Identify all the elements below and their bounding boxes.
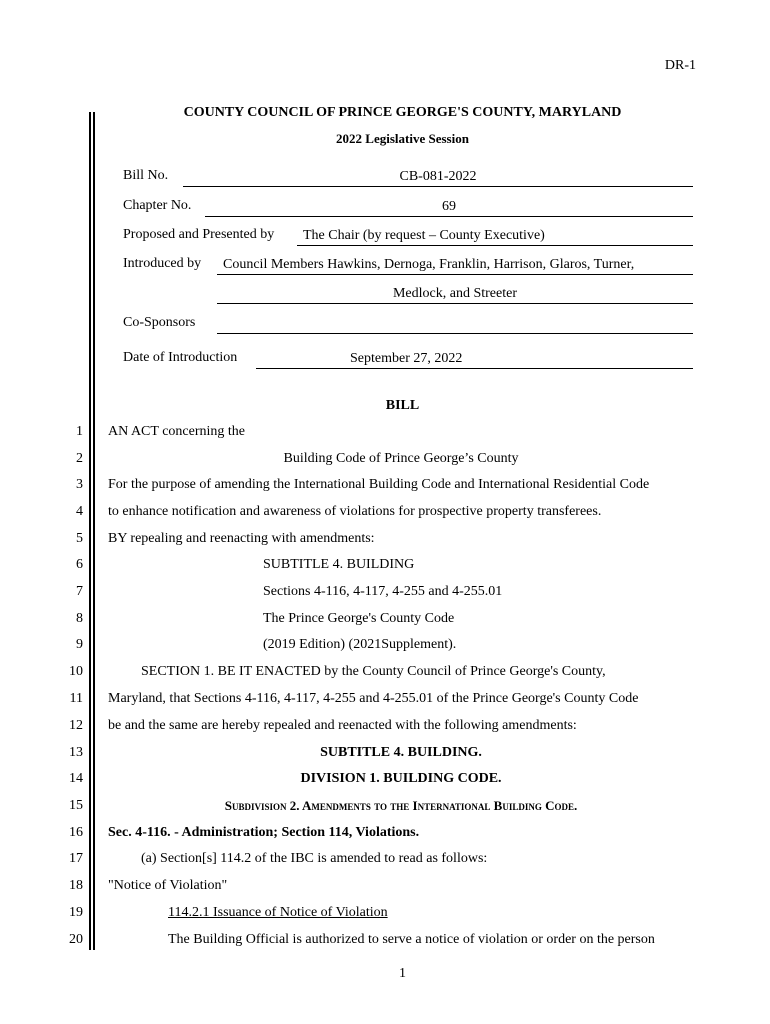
bill-text-line: BY repealing and reenacting with amendments: — [108, 531, 375, 546]
line-number: 13 — [69, 745, 83, 760]
bill-text-line: Sections 4-116, 4-117, 4-255 and 4-255.01 — [263, 584, 503, 599]
date-of-introduction-value — [256, 350, 693, 369]
line-number: 3 — [76, 477, 83, 492]
document-id: DR-1 — [664, 58, 696, 73]
introduced-by-text: Council Members Hawkins, Dernoga, Franklin, Harrison, Glaros, Turner, — [223, 257, 635, 272]
line-number: 19 — [69, 905, 83, 920]
chapter-no-value: 69 — [205, 198, 693, 217]
chapter-no-label: Chapter No. — [123, 198, 192, 213]
legislative-session: 2022 Legislative Session — [336, 131, 469, 146]
bill-text-line: The Prince George's County Code — [263, 611, 455, 626]
line-number: 2 — [76, 451, 83, 466]
cosponsors-value — [217, 315, 693, 334]
line-number: 1 — [76, 424, 83, 439]
bill-no-label: Bill No. — [123, 168, 169, 183]
line-number: 20 — [69, 932, 83, 947]
margin-rule-right — [93, 112, 95, 950]
line-number: 4 — [76, 504, 83, 519]
proposed-by-value — [297, 227, 693, 246]
division-heading: DIVISION 1. BUILDING CODE. — [300, 771, 502, 786]
line-number: 17 — [69, 851, 83, 866]
line-number: 7 — [76, 584, 83, 599]
section-heading: Sec. 4-116. - Administration; Section 114, Violations. — [108, 825, 420, 840]
date-of-introduction-label: Date of Introduction — [123, 350, 238, 365]
subtitle-heading: SUBTITLE 4. BUILDING. — [320, 745, 482, 760]
introduced-by-value-line2: Medlock, and Streeter — [217, 285, 693, 304]
bill-text-line: "Notice of Violation" — [108, 878, 228, 893]
line-number: 18 — [69, 878, 83, 893]
council-title: COUNTY COUNCIL OF PRINCE GEORGE'S COUNTY, MARYLAND — [183, 105, 622, 120]
bill-text-line: (2019 Edition) (2021Supplement). — [263, 637, 457, 652]
line-number: 5 — [76, 531, 83, 546]
bill-heading: BILL — [385, 398, 420, 413]
bill-text-line: SECTION 1. BE IT ENACTED by the County Council of Prince George's County, — [141, 664, 606, 679]
line-number: 8 — [76, 611, 83, 626]
line-number: 14 — [69, 771, 83, 786]
line-number: 10 — [69, 664, 83, 679]
bill-text-line: Building Code of Prince George’s County — [283, 451, 519, 466]
page-number: 1 — [399, 966, 406, 981]
bill-text-line: be and the same are hereby repealed and reenacted with the following amendments: — [108, 718, 577, 733]
line-number: 6 — [76, 557, 83, 572]
proposed-by-label: Proposed and Presented by — [123, 227, 275, 242]
cosponsors-label: Co-Sponsors — [123, 315, 196, 330]
bill-text-line: to enhance notification and awareness of violations for prospective property transferees. — [108, 504, 602, 519]
bill-text-line: Maryland, that Sections 4-116, 4-117, 4-255 and 4-255.01 of the Prince George's County Code — [108, 691, 639, 706]
proposed-by-text: The Chair (by request – County Executive) — [303, 228, 545, 243]
inserted-text-line: 114.2.1 Issuance of Notice of Violation — [168, 905, 388, 920]
line-number: 9 — [76, 637, 83, 652]
date-text: September 27, 2022 — [350, 351, 463, 366]
bill-text-line: (a) Section[s] 114.2 of the IBC is amended to read as follows: — [141, 851, 488, 866]
bill-text-line: AN ACT concerning the — [108, 424, 245, 439]
bill-text-line: The Building Official is authorized to serve a notice of violation or order on the person — [168, 932, 655, 947]
margin-rule-left — [89, 112, 91, 950]
bill-text-line: SUBTITLE 4. BUILDING — [263, 557, 415, 572]
line-number: 16 — [69, 825, 83, 840]
line-number: 15 — [69, 798, 83, 813]
bill-text-line: For the purpose of amending the International Building Code and International Residential Code — [108, 477, 650, 492]
line-number: 12 — [69, 718, 83, 733]
subdivision-heading: Subdivision 2. Amendments to the International Building Code. — [224, 798, 578, 813]
introduced-by-value — [217, 256, 693, 275]
bill-no-value: CB-081-2022 — [183, 168, 693, 187]
line-number: 11 — [69, 691, 83, 706]
introduced-by-label: Introduced by — [123, 256, 202, 271]
